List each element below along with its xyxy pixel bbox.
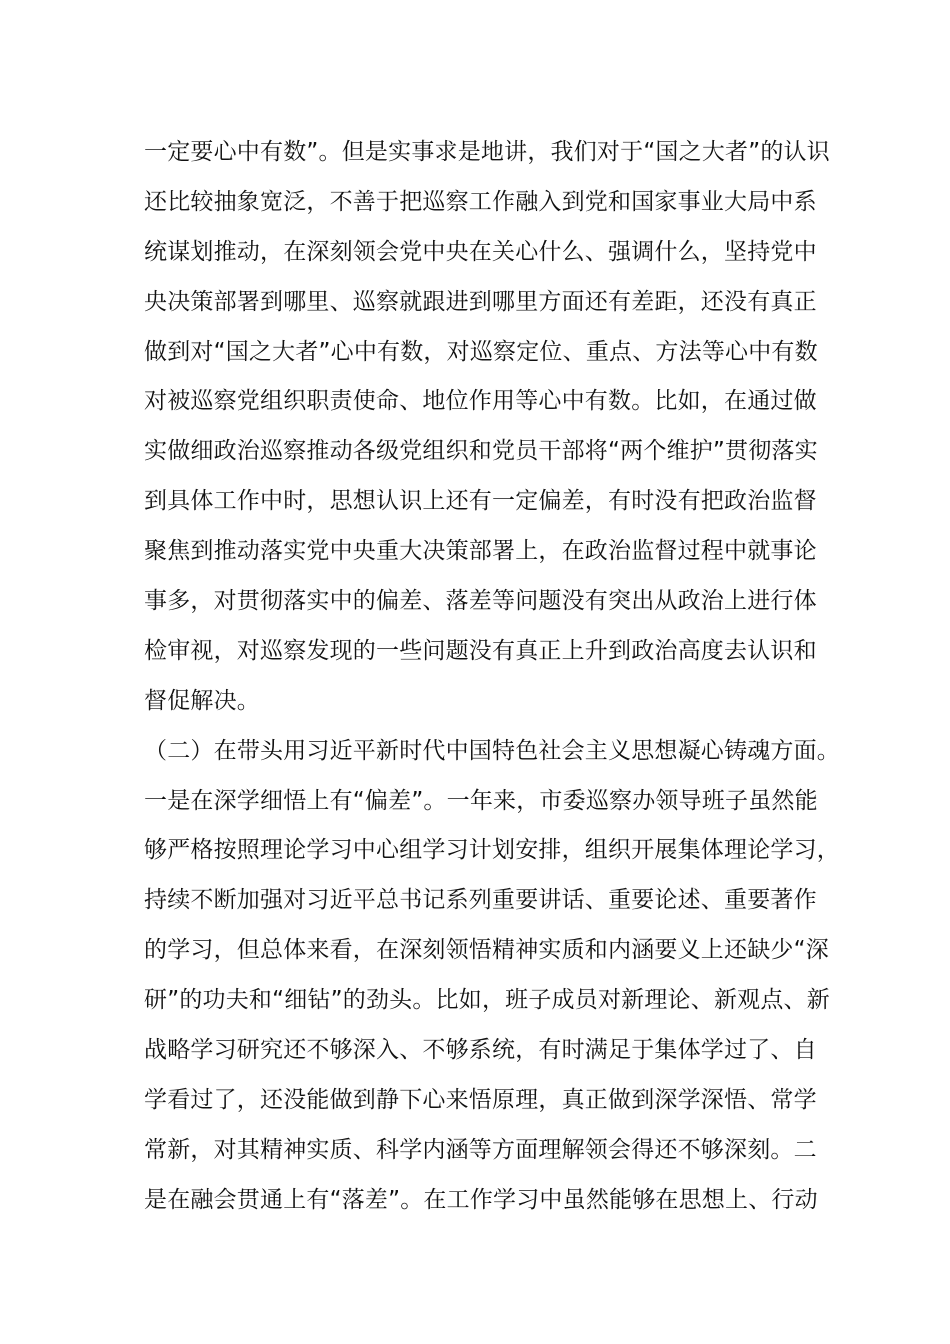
text-line: 常新，对其精神实质、科学内涵等方面理解领会得还不够深刻。二: [144, 1136, 817, 1163]
text-line: 一定要心中有数”。但是实事求是地讲，我们对于“国之大者”的认识: [144, 139, 830, 165]
text-line: 还比较抽象宽泛，不善于把巡察工作融入到党和国家事业大局中系: [144, 188, 817, 215]
text-line: 是在融会贯通上有“落差”。在工作学习中虽然能够在思想上、行动: [144, 1186, 818, 1213]
text-line: 统谋划推动，在深刻领会党中央在关心什么、强调什么，坚持党中: [144, 238, 817, 265]
text-line: 检审视，对巡察发现的一些问题没有真正上升到政治高度去认识和: [144, 637, 817, 664]
text-line: 央决策部署到哪里、巡察就跟进到哪里方面还有差距，还没有真正: [144, 288, 817, 315]
body-text: [144, 128, 840, 1226]
text-line: 研”的功夫和“细钻”的劲头。比如，班子成员对新理论、新观点、新: [144, 987, 830, 1014]
text-line: 做到对“国之大者”心中有数，对巡察定位、重点、方法等心中有数: [144, 338, 818, 365]
text-line: 一是在深学细悟上有“偏差”。一年来，市委巡察办领导班子虽然能: [144, 787, 818, 814]
text-line: 督促解决。: [144, 687, 260, 714]
text-line: 对被巡察党组织职责使命、地位作用等心中有数。比如，在通过做: [144, 388, 817, 415]
text-line: 事多，对贯彻落实中的偏差、落差等问题没有突出从政治上进行体: [144, 588, 817, 615]
text-line: 战略学习研究还不够深入、不够系统，有时满足于集体学过了、自: [144, 1037, 817, 1064]
text-line: 够严格按照理论学习中心组学习计划安排，组织开展集体理论学习，: [144, 837, 840, 864]
text-line: 的学习，但总体来看，在深刻领悟精神实质和内涵要义上还缺少“深: [144, 937, 829, 964]
text-line: 聚焦到推动落实党中央重大决策部署上，在政治监督过程中就事论: [144, 538, 817, 565]
text-line: 到具体工作中时，思想认识上还有一定偏差，有时没有把政治监督: [144, 488, 817, 515]
text-line: 持续不断加强对习近平总书记系列重要讲话、重要论述、重要著作: [144, 887, 817, 914]
text-line: 学看过了，还没能做到静下心来悟原理，真正做到深学深悟、常学: [144, 1086, 817, 1113]
text-line: 实做细政治巡察推动各级党组织和党员干部将“两个维护”贯彻落实: [144, 438, 818, 465]
section-heading: （二）在带头用习近平新时代中国特色社会主义思想凝心铸魂方面。: [144, 737, 840, 764]
